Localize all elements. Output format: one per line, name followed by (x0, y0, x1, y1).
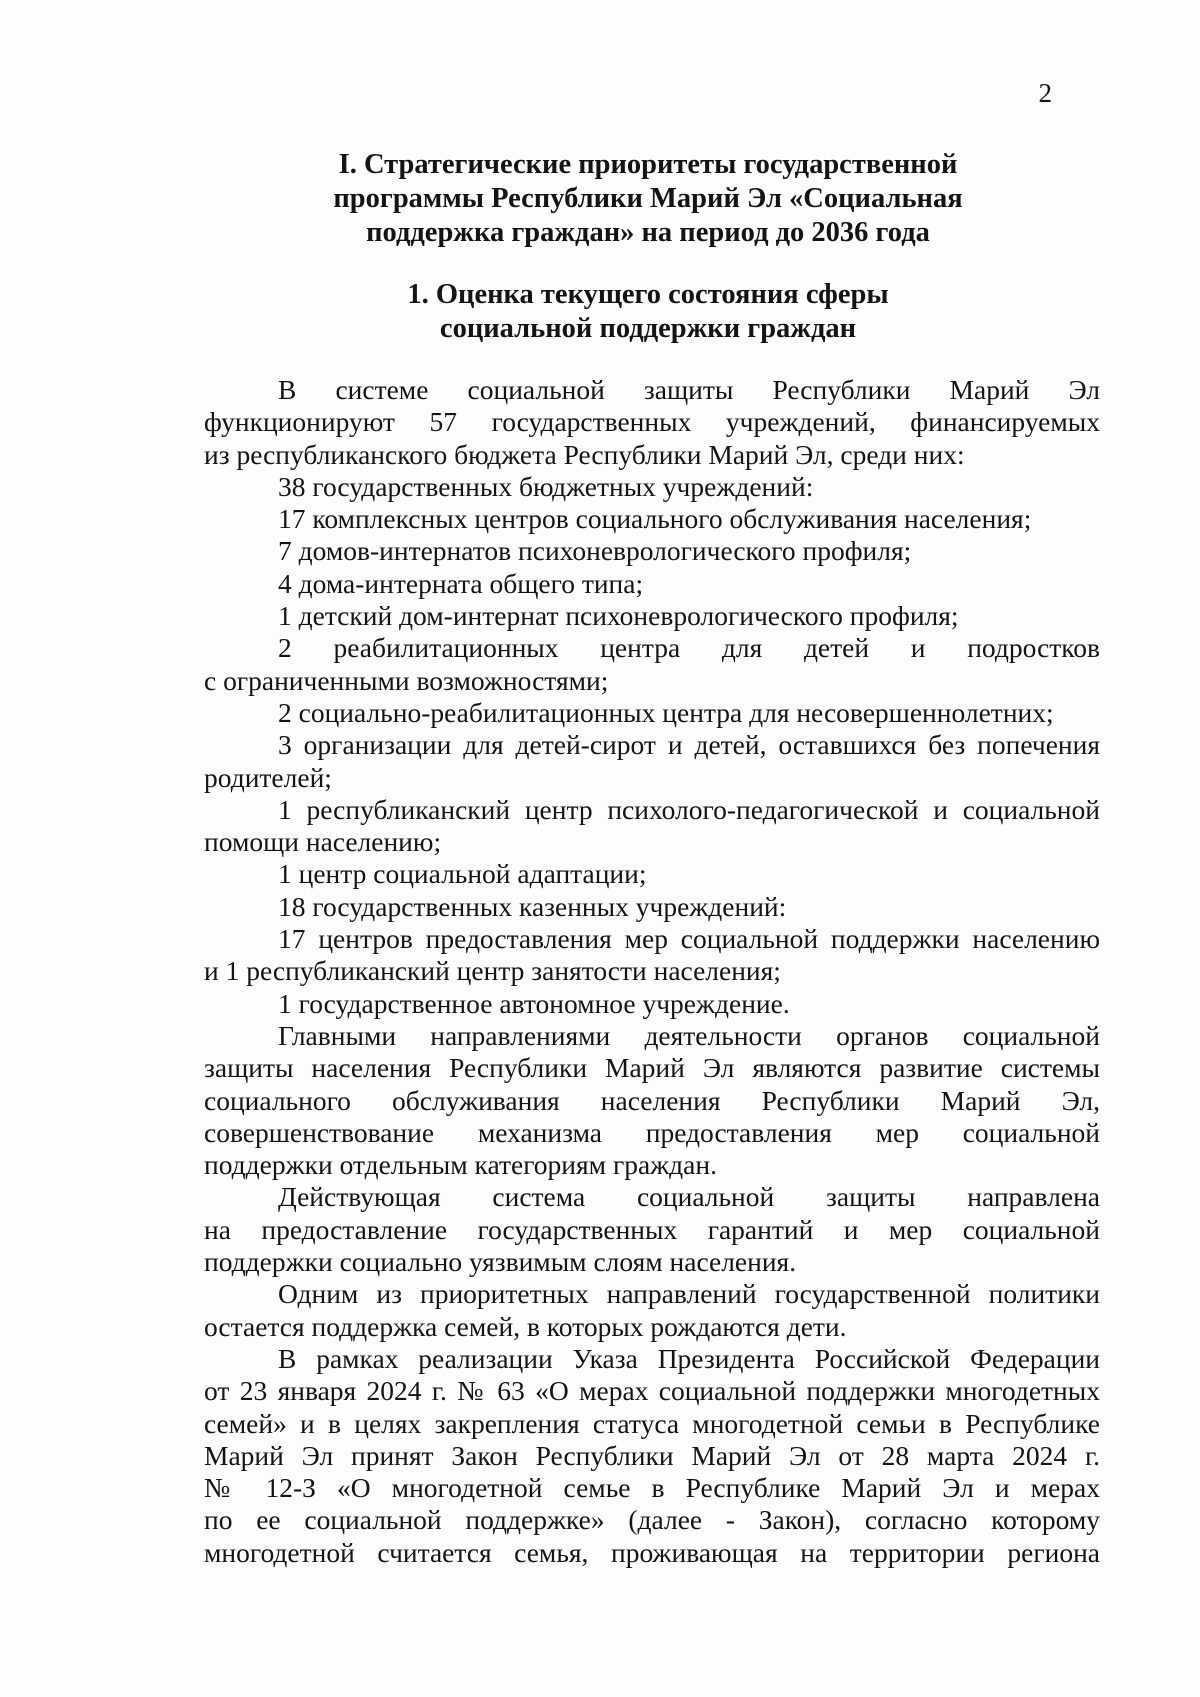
body-line: остается поддержка семей, в которых рождаются дети. (204, 1310, 847, 1342)
body-line: Действующая система социальной защиты направлена (278, 1181, 1100, 1213)
body-line: Марий Эл принят Закон Республики Марий Эл от 28 марта 2024 г. (204, 1439, 1100, 1471)
body-line: из республиканского бюджета Республики Марий Эл, среди них: (204, 438, 965, 470)
body-line: 4 дома-интерната общего типа; (278, 567, 644, 599)
body-line: помощи населению; (204, 826, 442, 858)
section-heading-line: поддержка граждан» на период до 2036 года (366, 217, 930, 248)
body-line: 17 комплексных центров социального обслуживания населения; (278, 503, 1032, 535)
body-line: 17 центров предоставления мер социальной поддержки населению (278, 923, 1100, 955)
body-line: 18 государственных казенных учреждений: (278, 890, 787, 922)
body-line: и 1 республиканский центр занятости населения; (204, 955, 781, 987)
section-heading (200, 148, 1096, 250)
body-line: 1 детский дом-интернат психоневрологического профиля; (278, 600, 959, 632)
body-line: поддержки социально уязвимым слоям населения. (204, 1246, 797, 1278)
body-line: многодетной считается семья, проживающая на территории региона (204, 1536, 1100, 1568)
body-line: с ограниченными возможностями; (204, 664, 609, 696)
body-line: 2 социально-реабилитационных центра для несовершеннолетних; (278, 696, 1054, 728)
body-line: В системе социальной защиты Республики Марий Эл (278, 374, 1100, 405)
body-text (204, 374, 1100, 1569)
body-line: социального обслуживания населения Республики Марий Эл, (204, 1084, 1100, 1116)
body-line: поддержки отдельным категориям граждан. (204, 1149, 717, 1181)
body-line: 1 республиканский центр психолого-педагогической и социальной (278, 793, 1100, 825)
subsection-heading-line: 1. Оценка текущего состояния сферы (407, 279, 889, 310)
body-line: 2 реабилитационных центра для детей и подростков (278, 632, 1100, 664)
section-heading-line: I. Стратегические приоритеты государственной (338, 149, 958, 180)
body-line: 1 центр социальной адаптации; (278, 858, 647, 890)
body-line: В рамках реализации Указа Президента Российской Федерации (278, 1342, 1100, 1374)
body-line: № 12-З «О многодетной семье в Республике Марий Эл и мерах (204, 1472, 1100, 1504)
body-line: 3 организации для детей-сирот и детей, оставшихся без попечения (278, 729, 1100, 761)
body-line: от 23 января 2024 г. № 63 «О мерах социальной поддержки многодетных (204, 1375, 1100, 1407)
body-line: Одним из приоритетных направлений государственной политики (278, 1278, 1100, 1310)
body-line: функционируют 57 государственных учреждений, финансируемых (204, 406, 1100, 438)
body-line: по ее социальной поддержке» (далее - Закон), согласно которому (204, 1504, 1100, 1536)
body-line: совершенствование механизма предоставления мер социальной (204, 1116, 1100, 1148)
body-line: 1 государственное автономное учреждение. (278, 987, 790, 1019)
subsection-heading-line: социальной поддержки граждан (439, 313, 857, 344)
body-line: родителей; (204, 761, 332, 793)
subsection-heading (200, 278, 1096, 346)
section-heading-line: программы Республики Марий Эл «Социальная (333, 183, 963, 214)
body-line: защиты населения Республики Марий Эл являются развитие системы (204, 1052, 1100, 1084)
body-line: на предоставление государственных гарантий и мер социальной (204, 1213, 1100, 1245)
body-line: семей» и в целях закрепления статуса многодетной семьи в Республике (204, 1407, 1100, 1439)
body-line: 7 домов-интернатов психоневрологического профиля; (278, 535, 912, 567)
body-line: Главными направлениями деятельности органов социальной (278, 1019, 1100, 1051)
page-number: 2 (1038, 78, 1052, 108)
body-line: 38 государственных бюджетных учреждений: (278, 470, 814, 502)
